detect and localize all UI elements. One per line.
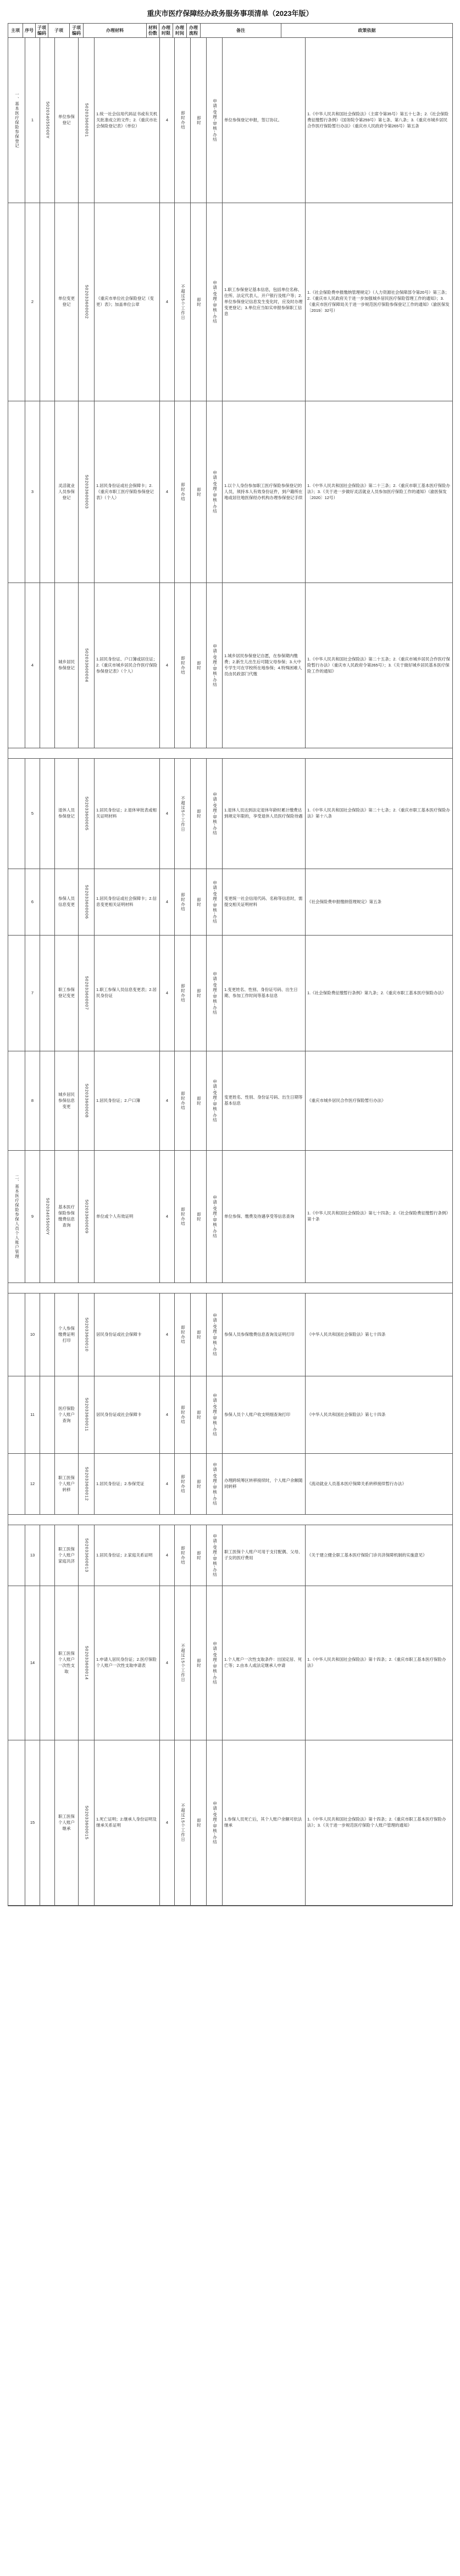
cell-materials: 1.居民身份证；2.家庭关系证明 bbox=[95, 1525, 160, 1586]
page-title: 重庆市医疗保障经办政务服务事项清单（2023年版） bbox=[147, 9, 313, 18]
cell-time: 即时 bbox=[191, 1051, 207, 1150]
cell-time: 即时 bbox=[191, 1454, 207, 1514]
cell-sub: 退休人员参保登记 bbox=[55, 759, 79, 869]
cell-note: 变更统一社会信用代码、名称等信息时，需提交相关证明材料 bbox=[223, 869, 306, 935]
cell-main bbox=[8, 936, 25, 1051]
cell-no: 6 bbox=[25, 869, 40, 935]
cell-limit: 即时办结 bbox=[175, 936, 191, 1051]
cell-sub-code: 502033600013 bbox=[79, 1525, 95, 1586]
cell-copies: 4 bbox=[160, 1293, 175, 1376]
cell-flow: 申请-受理-审核-办结 bbox=[207, 1293, 223, 1376]
cell-policy: 1.《中华人民共和国社会保险法》第七十四条；2.《社会保险费征缴暂行条例》第十条 bbox=[307, 1211, 451, 1222]
cell-no: 3 bbox=[25, 401, 40, 583]
cell-code bbox=[40, 1051, 55, 1150]
cell-sub: 基本医疗保险参保缴费信息查询 bbox=[55, 1151, 79, 1283]
cell-flow: 申请-受理-审核-办结 bbox=[207, 936, 223, 1051]
cell-flow: 申请-受理-审核-办结 bbox=[207, 401, 223, 583]
cell-note: 职工医保个人账户可用于支付配偶、父母、子女的医疗费用 bbox=[223, 1525, 306, 1586]
cell-time: 即时 bbox=[191, 759, 207, 869]
cell-sub: 职工医保个人账户继承 bbox=[55, 1740, 79, 1905]
cell-sub: 城乡居民参保登记 bbox=[55, 583, 79, 748]
table-header bbox=[8, 24, 452, 38]
cell-copies: 4 bbox=[160, 1051, 175, 1150]
cell-copies: 4 bbox=[160, 1525, 175, 1586]
cell-sub-code: 502033600009 bbox=[79, 1151, 95, 1283]
cell-materials: 《重庆市单位社会保险登记（变更）表》；加盖单位公章 bbox=[95, 203, 160, 401]
cell-code bbox=[40, 869, 55, 935]
cell-main bbox=[8, 401, 25, 583]
cell-copies: 4 bbox=[160, 38, 175, 203]
cell-policy: 《中华人民共和国社会保险法》第七十四条 bbox=[307, 1412, 386, 1417]
cell-limit: 即时办结 bbox=[175, 1525, 191, 1586]
cell-materials: 1.统一社会信用代码证书或有关机关批准成立的文件；2.《重庆市社会保险登记表》（单位） bbox=[95, 38, 160, 203]
cell-sub: 职工参保登记变更 bbox=[55, 936, 79, 1051]
cell-sub-code: 502033600002 bbox=[79, 203, 95, 401]
cell-sub-code: 502033600007 bbox=[79, 936, 95, 1051]
cell-time: 即时 bbox=[191, 1586, 207, 1740]
cell-materials: 居民身份证或社会保障卡 bbox=[95, 1376, 160, 1453]
cell-copies: 4 bbox=[160, 1586, 175, 1740]
cell-no: 4 bbox=[25, 583, 40, 748]
cell-materials: 1.职工参保人员信息变更表；2.居民身份证 bbox=[95, 936, 160, 1051]
cell-policy: 1.《中华人民共和国社会保险法》第十四条；2.《重庆市职工基本医疗保险办法》 bbox=[307, 1657, 446, 1668]
cell-sub: 职工医保个人账户转移 bbox=[55, 1454, 79, 1514]
cell-materials: 居民身份证或社会保障卡 bbox=[95, 1293, 160, 1376]
cell-limit: 即时办结 bbox=[175, 1151, 191, 1283]
cell-code bbox=[40, 1376, 55, 1453]
table-row bbox=[8, 1376, 452, 1454]
cell-note: 1.变更姓名、性别、身份证号码、出生日期、参加工作时间等基本信息 bbox=[223, 936, 306, 1051]
cell-flow: 申请-受理-审核-办结 bbox=[207, 1525, 223, 1586]
table-row bbox=[8, 1525, 452, 1586]
cell-copies: 4 bbox=[160, 869, 175, 935]
cell-note: 参保人员个人账户收支明细查询打印 bbox=[223, 1376, 306, 1453]
cell-main bbox=[8, 1376, 25, 1453]
table-row bbox=[8, 759, 452, 869]
cell-materials: 1.居民身份证；2.退休审批表或相关证明材料 bbox=[95, 759, 160, 869]
cell-copies: 4 bbox=[160, 1151, 175, 1283]
table-row bbox=[8, 1740, 452, 1906]
cell-limit: 即时办结 bbox=[175, 1376, 191, 1453]
cell-code bbox=[40, 1740, 55, 1905]
cell-policy: 《流动就业人员基本医疗保障关系转移接续暂行办法》 bbox=[307, 1481, 406, 1486]
cell-time: 即时 bbox=[191, 869, 207, 935]
cell-copies: 4 bbox=[160, 203, 175, 401]
header-sub-code: 子项编码 bbox=[70, 24, 84, 37]
cell-limit: 即时办结 bbox=[175, 583, 191, 748]
table-row bbox=[8, 1454, 452, 1515]
cell-code bbox=[40, 1454, 55, 1514]
cell-main bbox=[8, 203, 25, 401]
cell-code bbox=[40, 1525, 55, 1586]
cell-note: 1.参保人员死亡后，其个人账户余额可依法继承 bbox=[223, 1740, 306, 1905]
cell-code bbox=[40, 583, 55, 748]
cell-code bbox=[40, 203, 55, 401]
cell-copies: 4 bbox=[160, 1454, 175, 1514]
cell-flow: 申请-受理-审核-办结 bbox=[207, 1740, 223, 1905]
cell-no: 7 bbox=[25, 936, 40, 1051]
cell-materials: 1.居民身份证或社会保障卡；2.信息变更相关证明材料 bbox=[95, 869, 160, 935]
cell-flow: 申请-受理-审核-办结 bbox=[207, 869, 223, 935]
cell-materials: 1.居民身份证；2.参保凭证 bbox=[95, 1454, 160, 1514]
cell-note: 单位参保登记申报，签订协议。 bbox=[223, 38, 306, 203]
header-flow: 办理流程 bbox=[187, 24, 201, 37]
cell-sub: 灵活就业人员参保登记 bbox=[55, 401, 79, 583]
cell-no: 12 bbox=[25, 1454, 40, 1514]
header-code: 子项编码 bbox=[36, 24, 48, 37]
table-row bbox=[8, 38, 452, 203]
cell-limit: 即时办结 bbox=[175, 1454, 191, 1514]
cell-flow: 申请-受理-审核-办结 bbox=[207, 1454, 223, 1514]
cell-policy: 1.《中华人民共和国社会保险法》第十四条；2.《重庆市职工基本医疗保险办法》；3.《关于进一步规范医疗保险个人账户管理的通知》 bbox=[307, 1817, 446, 1828]
cell-sub: 医疗保险个人账户查询 bbox=[55, 1376, 79, 1453]
table-row bbox=[8, 869, 452, 936]
service-list-table bbox=[8, 23, 453, 1906]
cell-no: 1 bbox=[25, 38, 40, 203]
table-body bbox=[8, 38, 452, 1906]
cell-materials: 1.死亡证明；2.继承人身份证明及继承关系证明 bbox=[95, 1740, 160, 1905]
cell-policy: 《重庆市城乡居民合作医疗保险暂行办法》 bbox=[307, 1097, 386, 1103]
header-no: 序号 bbox=[23, 24, 36, 37]
cell-policy: 1.《中华人民共和国社会保险法》第二十七条；2.《重庆市职工基本医疗保险办法》第十八条 bbox=[307, 808, 451, 819]
cell-sub-code: 502033600003 bbox=[79, 401, 95, 583]
header-sub: 子项 bbox=[48, 24, 70, 37]
cell-limit: 即时办结 bbox=[175, 1051, 191, 1150]
cell-time: 即时 bbox=[191, 1293, 207, 1376]
cell-note: 1.以个人身份参加职工医疗保险参保登记的人员，须持本人有效身份证件，到户籍所在地或居住地医保经办机构办理参保登记手续 bbox=[223, 401, 306, 583]
cell-limit: 不超过5个工作日 bbox=[175, 759, 191, 869]
cell-main bbox=[8, 1051, 25, 1150]
cell-sub: 参保人员信息变更 bbox=[55, 869, 79, 935]
cell-copies: 4 bbox=[160, 401, 175, 583]
cell-materials: 1.居民身份证或社会保障卡；2.《重庆市职工医疗保险参保登记表》（个人） bbox=[95, 401, 160, 583]
cell-time: 即时 bbox=[191, 936, 207, 1051]
cell-materials: 1.申请人居民身份证；2.医疗保险个人账户一次性支取申请表 bbox=[95, 1586, 160, 1740]
header-materials: 办理材料 bbox=[84, 24, 147, 37]
cell-policy: 1.《中华人民共和国社会保险法》第二十三条；2.《重庆市职工基本医疗保险办法》；3.《关于进一步做好灵活就业人员参加医疗保险工作的通知》（渝医保发〔2020〕12号） bbox=[307, 483, 451, 500]
cell-main bbox=[8, 1740, 25, 1905]
cell-sub-code: 502033600005 bbox=[79, 759, 95, 869]
cell-sub: 职工医保个人账户家庭共济 bbox=[55, 1525, 79, 1586]
cell-sub-code: 502033600001 bbox=[79, 38, 95, 203]
table-row bbox=[8, 1293, 452, 1376]
cell-policy: 1.《社会保险费申报缴纳管理规定》（人力资源社会保障部令第20号）第三条；2.《重庆市人民政府关于进一步加强城乡居民医疗保险管理工作的通知》；3.《重庆市医疗保障局关于进一步规范医疗保险参保登记工作的通知》（渝医保发〔2019〕32号） bbox=[307, 290, 450, 313]
cell-main bbox=[8, 583, 25, 748]
table-row bbox=[8, 1586, 452, 1740]
cell-main bbox=[8, 1454, 25, 1514]
cell-sub-code: 502033600012 bbox=[79, 1454, 95, 1514]
cell-note: 1.职工参保登记基本信息，包括单位名称、住所、法定代表人、开户银行及账户等；2.单位参保登记信息发生变化时，应及时办理变更登记；3.单位应当如实申报参保职工信息 bbox=[223, 203, 306, 401]
cell-note: 变更姓名、性别、身份证号码、出生日期等基本信息 bbox=[223, 1051, 306, 1150]
cell-materials: 1.居民身份证；2.户口簿 bbox=[95, 1051, 160, 1150]
cell-limit: 即时办结 bbox=[175, 38, 191, 203]
cell-sub: 城乡居民参保信息变更 bbox=[55, 1051, 79, 1150]
cell-flow: 申请-受理-审核-办结 bbox=[207, 1586, 223, 1740]
cell-sub-code: 502033600008 bbox=[79, 1051, 95, 1150]
header-policy: 政策依据 bbox=[358, 27, 376, 33]
table-row bbox=[8, 401, 452, 583]
cell-no: 10 bbox=[25, 1293, 40, 1376]
cell-flow: 申请-受理-审核-办结 bbox=[207, 583, 223, 748]
cell-policy: 《关于建立健全职工基本医疗保险门诊共济保障机制的实施意见》 bbox=[307, 1552, 427, 1558]
cell-code: 502034055000Y bbox=[40, 38, 55, 203]
cell-copies: 4 bbox=[160, 1740, 175, 1905]
cell-policy: 《社会保险费申报缴纳管理规定》第五条 bbox=[307, 899, 381, 904]
header-note: 备注 bbox=[201, 24, 281, 37]
cell-sub-code: 502033600006 bbox=[79, 869, 95, 935]
cell-main: 二、基本医疗保险参保人员个人账户管理 bbox=[8, 1151, 25, 1283]
cell-main bbox=[8, 1293, 25, 1376]
cell-policy: 1.《中华人民共和国社会保险法》（主席令第35号）第五十七条；2.《社会保险费征缴暂行条例》（国务院令第259号）第七条、第八条；3.《重庆市城乡居民合作医疗保险暂行办法》（重庆市人民政府令第265号）第五条 bbox=[307, 111, 449, 128]
cell-limit: 不超过15个工作日 bbox=[175, 1740, 191, 1905]
cell-code bbox=[40, 1586, 55, 1740]
cell-no: 8 bbox=[25, 1051, 40, 1150]
cell-no: 15 bbox=[25, 1740, 40, 1905]
cell-code bbox=[40, 401, 55, 583]
table-row bbox=[8, 1151, 452, 1283]
cell-flow: 申请-受理-审核-办结 bbox=[207, 1151, 223, 1283]
header-main: 主项 bbox=[8, 24, 23, 37]
cell-sub: 个人参保缴费证明打印 bbox=[55, 1293, 79, 1376]
cell-time: 即时 bbox=[191, 583, 207, 748]
cell-code bbox=[40, 936, 55, 1051]
cell-flow: 申请-受理-审核-办结 bbox=[207, 1376, 223, 1453]
header-limit: 办理时限 bbox=[159, 24, 173, 37]
cell-time: 即时 bbox=[191, 1151, 207, 1283]
table-row bbox=[8, 203, 452, 401]
header-time: 办理时间 bbox=[173, 24, 187, 37]
cell-time: 即时 bbox=[191, 1525, 207, 1586]
cell-copies: 4 bbox=[160, 759, 175, 869]
cell-no: 2 bbox=[25, 203, 40, 401]
section-gap bbox=[8, 748, 452, 759]
cell-limit: 即时办结 bbox=[175, 1293, 191, 1376]
cell-copies: 4 bbox=[160, 1376, 175, 1453]
cell-copies: 4 bbox=[160, 583, 175, 748]
cell-policy: 《中华人民共和国社会保险法》第七十四条 bbox=[307, 1331, 386, 1337]
cell-flow: 申请-受理-审核-办结 bbox=[207, 1051, 223, 1150]
cell-no: 13 bbox=[25, 1525, 40, 1586]
cell-sub: 单位参保登记 bbox=[55, 38, 79, 203]
cell-materials: 1.居民身份证、户口簿或居住证；2.《重庆市城乡居民合作医疗保险参保登记表》（个人） bbox=[95, 583, 160, 748]
cell-policy: 1.《社会保险费征缴暂行条例》第九条；2.《重庆市职工基本医疗保险办法》 bbox=[307, 990, 446, 995]
cell-sub-code: 502033600014 bbox=[79, 1586, 95, 1740]
cell-code bbox=[40, 1293, 55, 1376]
cell-no: 14 bbox=[25, 1586, 40, 1740]
cell-code bbox=[40, 759, 55, 869]
cell-no: 11 bbox=[25, 1376, 40, 1453]
cell-sub: 单位变更登记 bbox=[55, 203, 79, 401]
cell-main bbox=[8, 1586, 25, 1740]
cell-note: 办理跨统筹区转移接续时，个人账户余额随同转移 bbox=[223, 1454, 306, 1514]
cell-note: 参保人员参保缴费信息查询及证明打印 bbox=[223, 1293, 306, 1376]
section-gap bbox=[8, 1515, 452, 1525]
cell-note: 1.退休人员达到法定退休年龄时累计缴费达到规定年限的，享受退休人员医疗保险待遇 bbox=[223, 759, 306, 869]
cell-flow: 申请-受理-审核-办结 bbox=[207, 203, 223, 401]
cell-no: 5 bbox=[25, 759, 40, 869]
cell-time: 即时 bbox=[191, 203, 207, 401]
cell-sub-code: 502033600010 bbox=[79, 1293, 95, 1376]
cell-main: 一、基本医疗保险参保登记 bbox=[8, 38, 25, 203]
cell-policy: 1.《中华人民共和国社会保险法》第二十五条；2.《重庆市城乡居民合作医疗保险暂行办法》（重庆市人民政府令第265号）；3.《关于做好城乡居民基本医疗保险工作的通知》 bbox=[307, 656, 451, 674]
cell-time: 即时 bbox=[191, 1376, 207, 1453]
cell-limit: 即时办结 bbox=[175, 869, 191, 935]
table-row bbox=[8, 936, 452, 1051]
cell-limit: 不超过5个工作日 bbox=[175, 203, 191, 401]
cell-flow: 申请-受理-审核-办结 bbox=[207, 759, 223, 869]
cell-limit: 即时办结 bbox=[175, 401, 191, 583]
cell-sub: 职工医保个人账户一次性支取 bbox=[55, 1586, 79, 1740]
cell-limit: 不超过15个工作日 bbox=[175, 1586, 191, 1740]
cell-materials: 单位或个人有效证明 bbox=[95, 1151, 160, 1283]
cell-sub-code: 502033600015 bbox=[79, 1740, 95, 1905]
header-copies: 材料份数 bbox=[147, 24, 159, 37]
cell-note: 1.城乡居民参保登记自愿，在参保期内缴费；2.新生儿出生后可随父母参保；3.大中专学生可在学校所在地参保；4.特殊困难人员由民政部门代缴 bbox=[223, 583, 306, 748]
cell-time: 即时 bbox=[191, 38, 207, 203]
cell-sub-code: 502033600004 bbox=[79, 583, 95, 748]
cell-sub-code: 502033600011 bbox=[79, 1376, 95, 1453]
cell-main bbox=[8, 1525, 25, 1586]
cell-time: 即时 bbox=[191, 1740, 207, 1905]
section-gap bbox=[8, 1283, 452, 1293]
cell-time: 即时 bbox=[191, 401, 207, 583]
cell-code: 502034055000Y bbox=[40, 1151, 55, 1283]
cell-no: 9 bbox=[25, 1151, 40, 1283]
cell-note: 1.个人账户一次性支取条件：出国定居、死亡等；2.由本人或法定继承人申请 bbox=[223, 1586, 306, 1740]
cell-copies: 4 bbox=[160, 936, 175, 1051]
cell-main bbox=[8, 869, 25, 935]
cell-flow: 申请-受理-审核-办结 bbox=[207, 38, 223, 203]
table-row bbox=[8, 1051, 452, 1151]
table-row bbox=[8, 583, 452, 748]
cell-main bbox=[8, 759, 25, 869]
cell-note: 单位参保、缴费及待遇享受等信息查询 bbox=[223, 1151, 306, 1283]
